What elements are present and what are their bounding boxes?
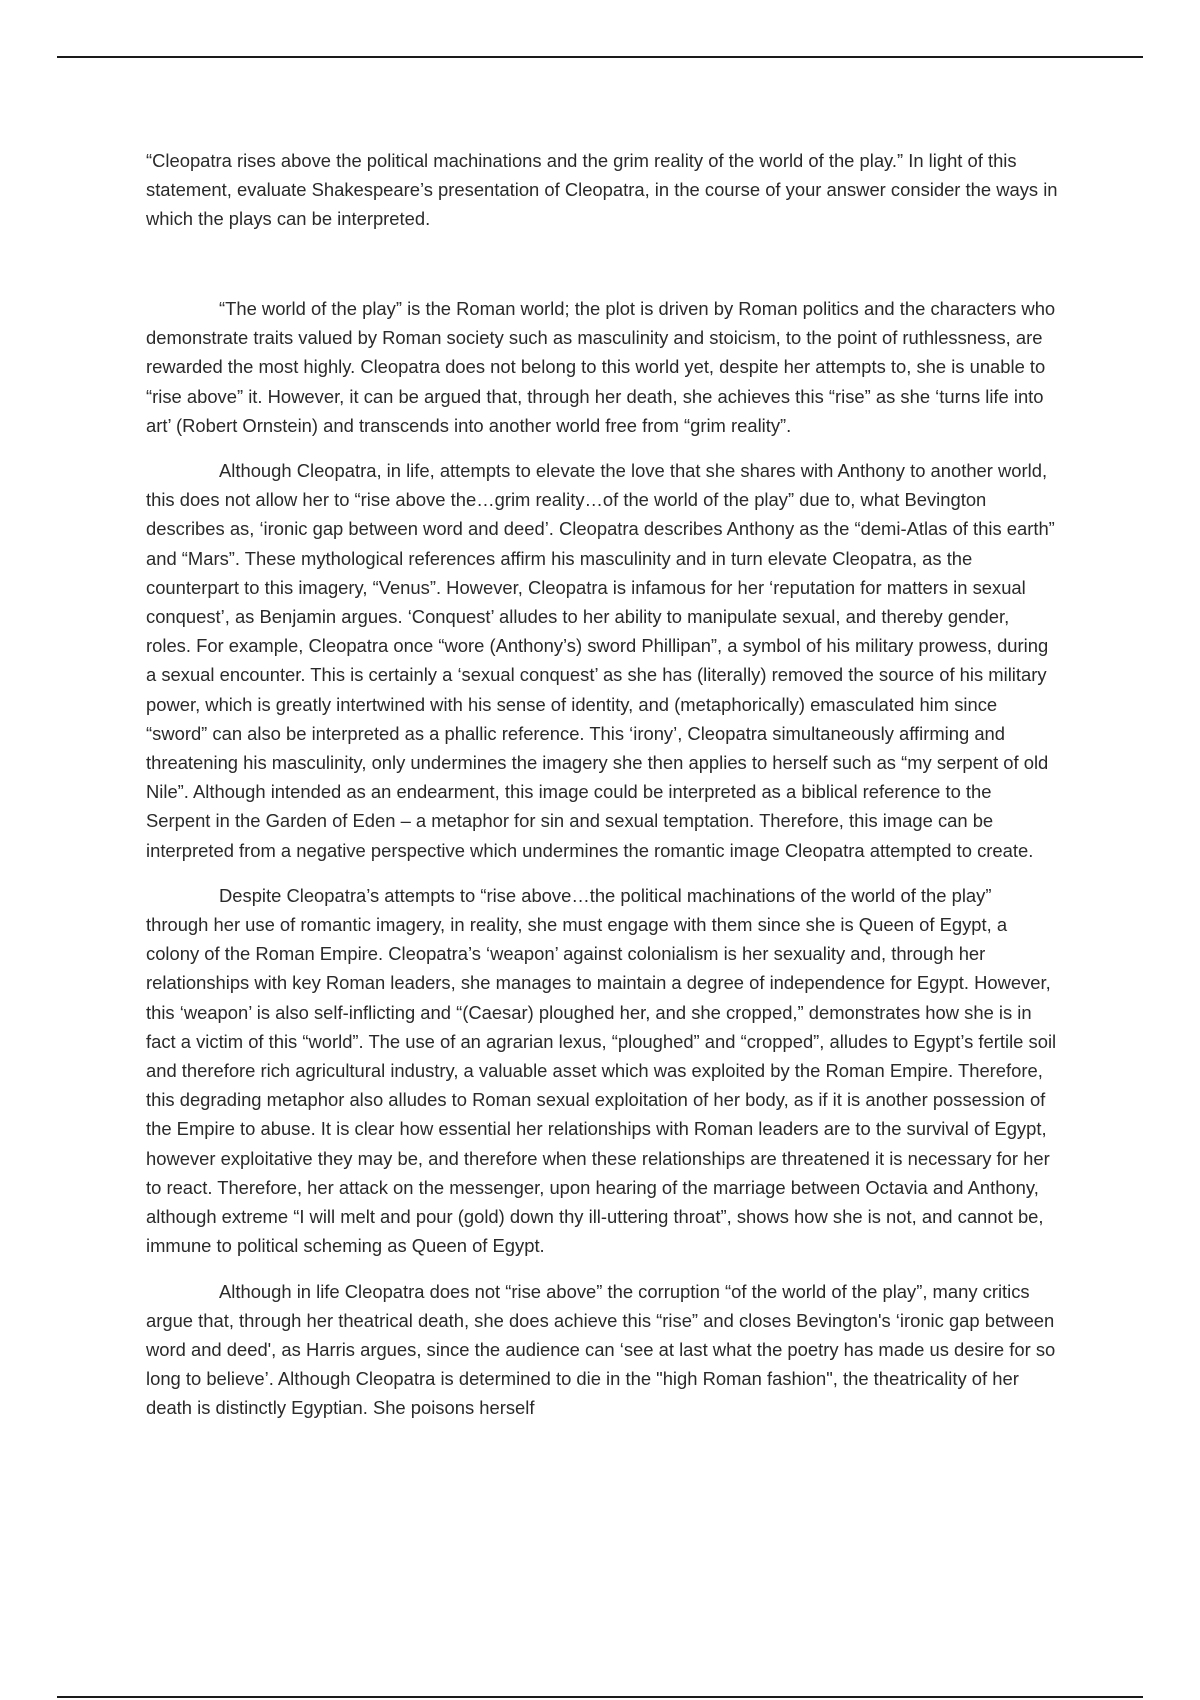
document-body: [146, 146, 1058, 1439]
essay-text: [146, 294, 1058, 1423]
essay-paragraph-4: Although in life Cleopatra does not “rise above” the corruption “of the world of the play”, many critics argue that, through her theatrical death, she does achieve this “rise” and closes Bevington's ‘ironic gap between word and deed', as Harris argues, since the audience can ‘see at last what the poetry has made us desire for so long to believe’. Although Cleopatra is determined to die in the "high Roman fashion", the theatricality of her death is distinctly Egyptian. She poisons herself: [146, 1280, 1056, 1419]
essay-paragraph-1: “The world of the play” is the Roman world; the plot is driven by Roman politics and the characters who demonstrate traits valued by Roman society such as masculinity and stoicism, to the point of ruthlessness, are rewarded the most highly. Cleopatra does not belong to this world yet, despite her attempts to, she is unable to “rise above” it. However, it can be argued that, through her death, she achieves this “rise” as she ‘turns life into art’ (Robert Ornstein) and transcends into another world free from “grim reality”.: [146, 298, 1056, 436]
footer-rule: [57, 1696, 1143, 1698]
essay-question: “Cleopatra rises above the political machinations and the grim reality of the world of the play.” In light of this statement, evaluate Shakespeare’s presentation of Cleopatra, in the course of your answer consider the ways in which the plays can be interpreted.: [146, 150, 1058, 229]
essay-paragraph-2: Although Cleopatra, in life, attempts to elevate the love that she shares with Anthony to another world, this does not allow her to “rise above the…grim reality…of the world of the play” due to, what Bevington describes as, ‘ironic gap between word and deed’. Cleopatra describes Anthony as the “demi-Atlas of this earth” and “Mars”. These mythological references affirm his masculinity and in turn elevate Cleopatra, as the counterpart to this imagery, “Venus”. However, Cleopatra is infamous for her ‘reputation for matters in sexual conquest’, as Benjamin argues. ‘Conquest’ alludes to her ability to manipulate sexual, and thereby gender, roles. For example, Cleopatra once “wore (Anthony’s) sword Phillipan”, a symbol of his military prowess, during a sexual encounter. This is certainly a ‘sexual conquest’ as she has (literally) removed the source of his military power, which is greatly intertwined with his sense of identity, and (metaphorically) emasculated him since “sword” can also be interpreted as a phallic reference. This ‘irony’, Cleopatra simultaneously affirming and threatening his masculinity, only undermines the imagery she then applies to herself such as “my serpent of old Nile”. Although intended as an endearment, this image could be interpreted as a biblical reference to the Serpent in the Garden of Eden – a metaphor for sin and sexual temptation. Therefore, this image can be interpreted from a negative perspective which undermines the romantic image Cleopatra attempted to create.: [146, 460, 1055, 861]
essay-paragraph-3: Despite Cleopatra’s attempts to “rise above…the political machinations of the world of the play” through her use of romantic imagery, in reality, she must engage with them since she is Queen of Egypt, a colony of the Roman Empire. Cleopatra’s ‘weapon’ against colonialism is her sexuality and, through her relationships with key Roman leaders, she manages to maintain a degree of independence for Egypt. However, this ‘weapon’ is also self-inflicting and “(Caesar) ploughed her, and she cropped,” demonstrates how she is in fact a victim of this “world”. The use of an agrarian lexus, “ploughed” and “cropped”, alludes to Egypt’s fertile soil and therefore rich agricultural industry, a valuable asset which was exploited by the Roman Empire. Therefore, this degrading metaphor also alludes to Roman sexual exploitation of her body, as if it is another possession of the Empire to abuse. It is clear how essential her relationships with Roman leaders are to the survival of Egypt, however exploitative they may be, and therefore when these relationships are threatened it is necessary for her to react. Therefore, her attack on the messenger, upon hearing of the marriage between Octavia and Anthony, although extreme “I will melt and pour (gold) down thy ill-uttering throat”, shows how she is not, and cannot be, immune to political scheming as Queen of Egypt.: [146, 884, 1057, 1257]
header-rule: [57, 56, 1143, 58]
